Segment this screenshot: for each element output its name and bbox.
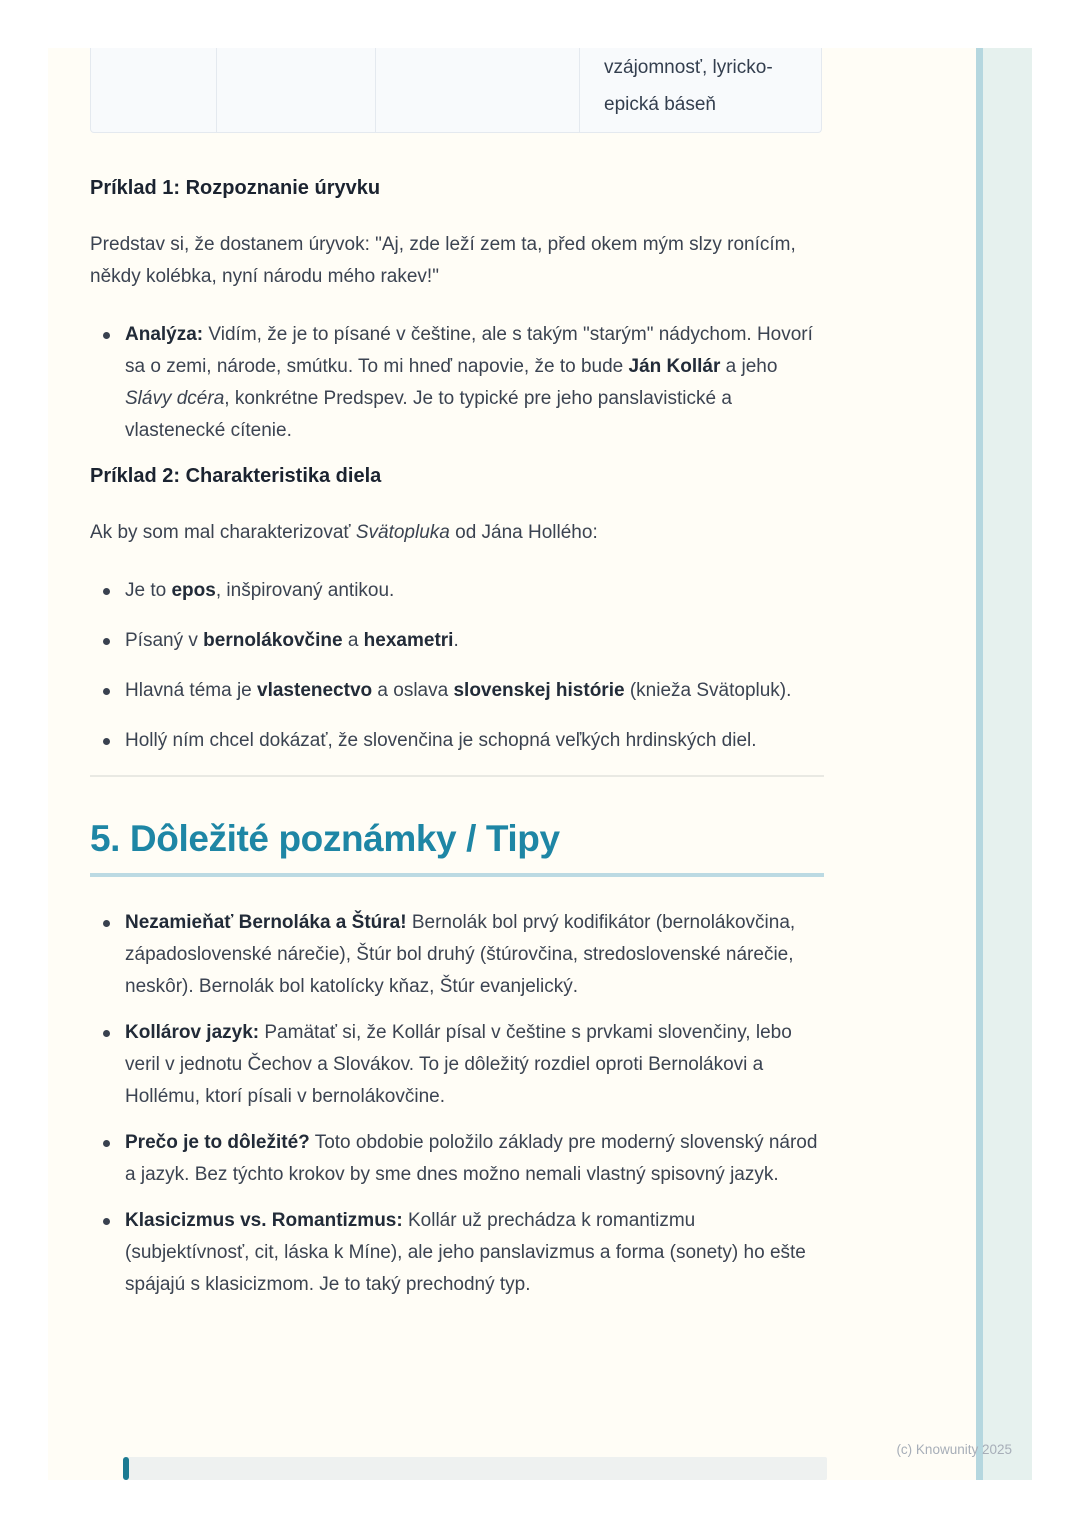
- table-cell: [91, 48, 217, 132]
- table-cell: [217, 48, 376, 132]
- list-item: Nezamieňať Bernoláka a Štúra! Bernolák bol prvý kodifikátor (bernolákovčina, západoslovenské nárečie), Štúr bol druhý (štúrovčina, stredoslovenské nárečie, neskôr). Bernolák bol katolícky kňaz, Štúr evanjelický.: [90, 907, 824, 1003]
- list-item: Analýza: Vidím, že je to písané v češtine, ale s takým "starým" nádychom. Hovorí sa o zemi, národe, smútku. To mi hneď napovie, že to bude Ján Kollár a jeho Slávy dcéra, konkrétne Predspev. Je to typické pre jeho panslavistické a vlastenecké cítenie.: [90, 319, 824, 447]
- list-item: Je to epos, inšpirovaný antikou.: [90, 575, 824, 607]
- content-column: [90, 48, 824, 1317]
- list-item: Klasicizmus vs. Romantizmus: Kollár už prechádza k romantizmu (subjektívnosť, cit, láska k Míne), ale jeho panslavizmus a forma (sonety) ho ešte spájajú s klasicizmom. Je to taký prechodný typ.: [90, 1205, 824, 1301]
- list-item: Hollý ním chcel dokázať, že slovenčina je schopná veľkých hrdinských diel.: [90, 725, 824, 757]
- list-item: Prečo je to dôležité? Toto obdobie položilo základy pre moderný slovenský národ a jazyk. Bez týchto krokov by sme dnes možno nemali vlastný spisovný jazyk.: [90, 1127, 824, 1191]
- list-item: Písaný v bernolákovčine a hexametri.: [90, 625, 824, 657]
- example2-list: [90, 575, 824, 757]
- table-cell: [376, 48, 580, 132]
- table-fragment: [90, 48, 822, 133]
- list-item: Hlavná téma je vlastenectvo a oslava slovenskej histórie (knieža Svätopluk).: [90, 675, 824, 707]
- list-item: Kollárov jazyk: Pamätať si, že Kollár písal v češtine s prvkami slovenčiny, lebo veril v jednotu Čechov a Slovákov. To je dôležitý rozdiel oproti Bernolákovi a Hollému, ktorí písali v bernolákovčine.: [90, 1017, 824, 1113]
- tips-section-heading: 5. Dôležité poznámky / Tipy: [90, 817, 824, 877]
- example1-paragraph: Predstav si, že dostanem úryvok: "Aj, zde leží zem ta, před okem mým slzy ronícím, někdy kolébka, nyní národu mého rakev!": [90, 234, 796, 287]
- example1-heading: Príklad 1: Rozpoznanie úryvku: [90, 177, 381, 199]
- blockquote-fragment: [123, 1457, 827, 1480]
- example2-intro: Ak by som mal charakterizovať Svätopluka od Jána Hollého:: [90, 522, 598, 543]
- section-divider: [90, 775, 824, 777]
- notes-sheet: [48, 48, 1032, 1480]
- example1-list: [90, 319, 824, 447]
- table-cell: vzájomnosť, lyricko-epická báseň: [604, 57, 773, 115]
- copyright-watermark: (c) Knowunity 2025: [896, 1442, 1012, 1457]
- example2-heading: Príklad 2: Charakteristika diela: [90, 465, 382, 487]
- right-accent-stripe: [976, 48, 1032, 1480]
- tips-list: [90, 907, 824, 1301]
- blockquote-bar: [123, 1457, 129, 1480]
